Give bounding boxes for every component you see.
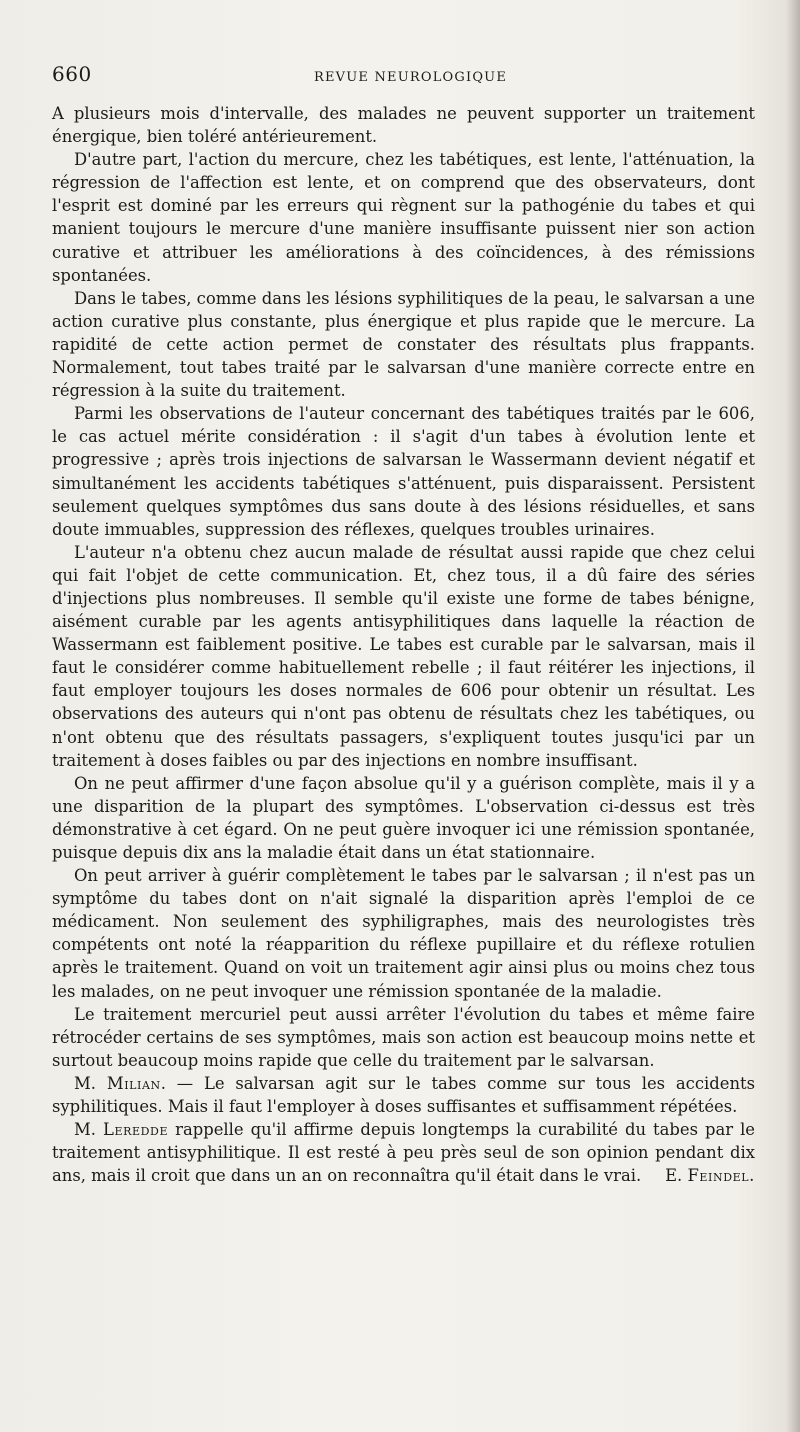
paragraph: L'auteur n'a obtenu chez aucun malade de résultat aussi rapide que chez celui qui fait l'objet de cette communication. Et, chez tous, il a dû faire des séries d'injections plus nombreuses. Il semble qu'il existe une forme de tabes bénigne, aisément curable par les agents antisyphilitiques dans laquelle la réaction de Wassermann est faiblement positive. Le tabes est curable par le salvarsan, mais il faut le considérer comme habituellement rebelle ; il faut réitérer les injections, il faut employer toujours les doses normales de 606 pour obtenir un résultat. Les observations des auteurs qui n'ont pas obtenu de résultats chez les tabétiques, ou n'ont obtenu que des résultats passagers, s'expliquent toutes jusqu'ici par un traitement à doses faibles ou par des injections en nombre insuffisant. — [52, 542, 755, 770]
milian-remark-text: . — Le salvarsan agit sur le tabes comme sur tous les accidents syphilitiques. Mais il faut l'employer à doses suffisantes et suffisamment répétées. — [52, 1073, 756, 1117]
leredde-remark — [52, 1118, 755, 1187]
paragraph: Le traitement mercuriel peut aussi arrêter l'évolution du tabes et même faire rétrocéder certains de ses symptômes, mais son action est beaucoup moins nette et surtout beaucoup moins rapide que celle du traitement par le salvarsan. — [52, 1004, 755, 1070]
paragraph: On peut arriver à guérir complètement le tabes par le salvarsan ; il n'est pas un symptôme du tabes dont on n'ait signalé la disparition après l'emploi de ce médicament. Non seulement des syphiligraphes, mais des neurologistes très compétents ont noté la réapparition du réflexe pupillaire et du réflexe rotulien après le traitement. Quand on voit un traitement agir ainsi plus ou moins chez tous les malades, on ne peut invoquer une rémission spontanée de la maladie. — [52, 866, 755, 1001]
speaker-name-milian: Milian — [106, 1073, 161, 1093]
running-title: REVUE NEUROLOGIQUE — [314, 70, 508, 85]
speaker-prefix: M. — [74, 1073, 107, 1093]
paragraph: On ne peut affirmer d'une façon absolue qu'il y a guérison complète, mais il y a une disparition de la plupart des symptômes. L'observation ci-dessus est très démonstrative à cet égard. On ne peut guère invoquer ici une rémission spontanée, puisque depuis dix ans la maladie était dans un état stationnaire. — [52, 773, 755, 862]
signature-name: Feindel. — [687, 1166, 755, 1186]
signature-initial: E. — [665, 1166, 688, 1186]
paragraph: D'autre part, l'action du mercure, chez les tabétiques, est lente, l'atténuation, la régression de l'affection est lente, et on comprend que des observateurs, dont l'esprit est dominé par les erreurs qui règnent sur la pathogénie du tabes et qui manient toujours le mercure d'une manière insuffisante puissent nier son action curative et attribuer les améliorations à des coïncidences, à des rémissions spontanées. — [52, 150, 755, 285]
page-number: 660 — [52, 62, 92, 86]
speaker-prefix: M. — [74, 1120, 103, 1140]
paragraph: Dans le tabes, comme dans les lésions syphilitiques de la peau, le salvarsan a une action curative plus constante, plus énergique et plus rapide que le mercure. La rapidité de cette action permet de constater des résultats plus frappants. Normalement, tout tabes traité par le salvarsan d'une manière correcte entre en régression à la suite du traitement. — [52, 288, 755, 401]
author-signature — [643, 1164, 755, 1187]
article-body — [52, 102, 755, 1187]
page-spine-shadow — [786, 0, 800, 1432]
paragraph: A plusieurs mois d'intervalle, des malades ne peuvent supporter un traitement énergique, bien toléré antérieurement. — [52, 104, 755, 147]
milian-remark — [52, 1072, 755, 1118]
speaker-name-leredde: Leredde — [103, 1120, 169, 1140]
leredde-remark-text: rappelle qu'il affirme depuis longtemps la curabilité du tabes par le traitement antisyphilitique. Il est resté à peu près seul de son opinion pendant dix ans, mais il croit que dans un an on reconnaîtra qu'il était dans le vrai. — [52, 1120, 756, 1186]
page-header — [52, 62, 752, 92]
paragraph: Parmi les observations de l'auteur concernant des tabétiques traités par le 606, le cas actuel mérite considération : il s'agit d'un tabes à évolution lente et progressive ; après trois injections de salvarsan le Wassermann devient négatif et simultanément les accidents tabétiques s'atténuent, puis disparaissent. Persistent seulement quelques symptômes dus sans doute à des lésions résiduelles, et sans doute immuables, suppression des réflexes, quelques troubles urinaires. — [52, 404, 755, 539]
